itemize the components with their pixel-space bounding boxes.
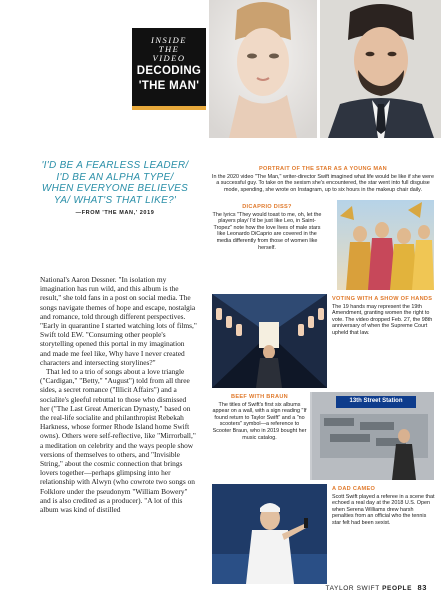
photo-taylor-portrait bbox=[209, 0, 317, 138]
title-kicker-1: INSIDE bbox=[151, 35, 187, 45]
body-paragraph: National's Aaron Dessner. "In isolation my imagination has run wild, and this album is the result," she told fans in a post on social media. The songs navigate themes of hope and escape, nostalgia and romance, told through different perspectives. "Early in quarantine I started watching lots of films," Swift told EW. "Consuming other people's storytelling opened this portal in my imagination and made me feel like, Why have I never created characters and intersecting storylines?" bbox=[40, 275, 197, 367]
caption-voting bbox=[332, 296, 436, 337]
caption-cameo-text: Scott Swift played a referee in a scene that echoed a real day at the 2018 U.S. Open when Serena Williams drew harsh penalties from an official who the tennis star felt had been sexist. bbox=[332, 493, 435, 526]
pull-quote bbox=[40, 160, 190, 216]
article-body bbox=[40, 275, 197, 514]
footer-section: TAYLOR SWIFT bbox=[325, 585, 380, 592]
footer-publication: PEOPLE bbox=[382, 585, 413, 592]
caption-portrait-head: PORTRAIT OF THE STAR AS A YOUNG MAN bbox=[258, 166, 388, 172]
pull-quote-source: —FROM 'THE MAN,' 2019 bbox=[75, 210, 155, 216]
photo-tennis-referee bbox=[212, 484, 327, 584]
caption-voting-head: VOTING WITH A SHOW OF HANDS bbox=[332, 296, 433, 302]
caption-beef-head: BEEF WITH BRAUN bbox=[230, 394, 288, 400]
title-kicker-3: VIDEO bbox=[152, 53, 186, 63]
title-main-2: 'THE MAN' bbox=[138, 80, 200, 92]
caption-portrait-text: In the 2020 video "The Man," writer-director Swift imagined what life would be like if she were a successful guy. To take on the sexism she's encountered, the star went into full disguise mode, spending, she wrote on Instagram, up to six hours in the makeup chair daily. bbox=[212, 173, 434, 193]
article-title-block bbox=[132, 28, 206, 110]
station-sign-text: 13th Street Station bbox=[349, 398, 403, 404]
caption-dicaprio-text: The lyrics "They would toast to me, oh, let the players play/ I'd be just like Leo, in Saint-Tropez" note how the love lives of male stars like Leonardo DiCaprio are covered in the media differently from those of women like herself. bbox=[212, 211, 322, 251]
caption-portrait bbox=[212, 166, 434, 193]
photo-the-man-disguise bbox=[320, 0, 441, 138]
caption-dicaprio-head: DICAPRIO DISS? bbox=[242, 204, 292, 210]
body-paragraph: That led to a trio of songs about a love triangle ("Cardigan," "Betty," "August") told from all three sides, a secret romance ("Illicit Affairs") and a socialite's gleeful rebuttal to those who dismissed her ("The Last Great American Dynasty," based on the real-life socialite and philanthropist Rebekah Harkness, whose former Rhode Island home Swift owns). Others were self-reflective, like "Mirrorball," a meditation on celebrity and the ways people show versions of themselves to others, and "Invisible String," about the cosmic connection that brings lovers together—perhaps glimpsing into her relationship with Alwyn (who cowrote two songs on Folklore under the pseudonym "William Bowery" and is also credited as a producer). "A lot of this album was kind of distilled bbox=[40, 367, 196, 515]
caption-beef-text: The titles of Swift's first six albums appear on a wall, with a sign reading "If found return to Taylor Swift" and a "no scooters" symbol—a reference to Scooter Braun, who in 2019 bought her music catalog. bbox=[212, 401, 307, 441]
caption-voting-text: The 19 hands may represent the 19th Amendment, granting women the right to vote. The video dropped Feb. 27, the 98th anniversary of when the Supreme Court upheld that law. bbox=[332, 303, 433, 336]
caption-beef bbox=[212, 394, 307, 441]
title-kicker-2: THE bbox=[158, 44, 180, 54]
caption-dicaprio bbox=[212, 204, 322, 251]
title-main-1: DECODING bbox=[136, 65, 202, 77]
pull-quote-text: 'I'D BE A FEARLESS LEADER/ I'D BE AN ALPHA TYPE/ WHEN EVERYONE BELIEVES YA/ WHAT'S THAT LIKE?' bbox=[41, 160, 189, 206]
page-number: 83 bbox=[417, 583, 427, 592]
caption-cameo-head: A DAD CAMEO bbox=[332, 486, 376, 492]
photo-subway-hands bbox=[212, 294, 327, 388]
title-accent-rule bbox=[132, 106, 206, 110]
page-footer bbox=[326, 583, 427, 592]
caption-cameo bbox=[332, 486, 436, 527]
